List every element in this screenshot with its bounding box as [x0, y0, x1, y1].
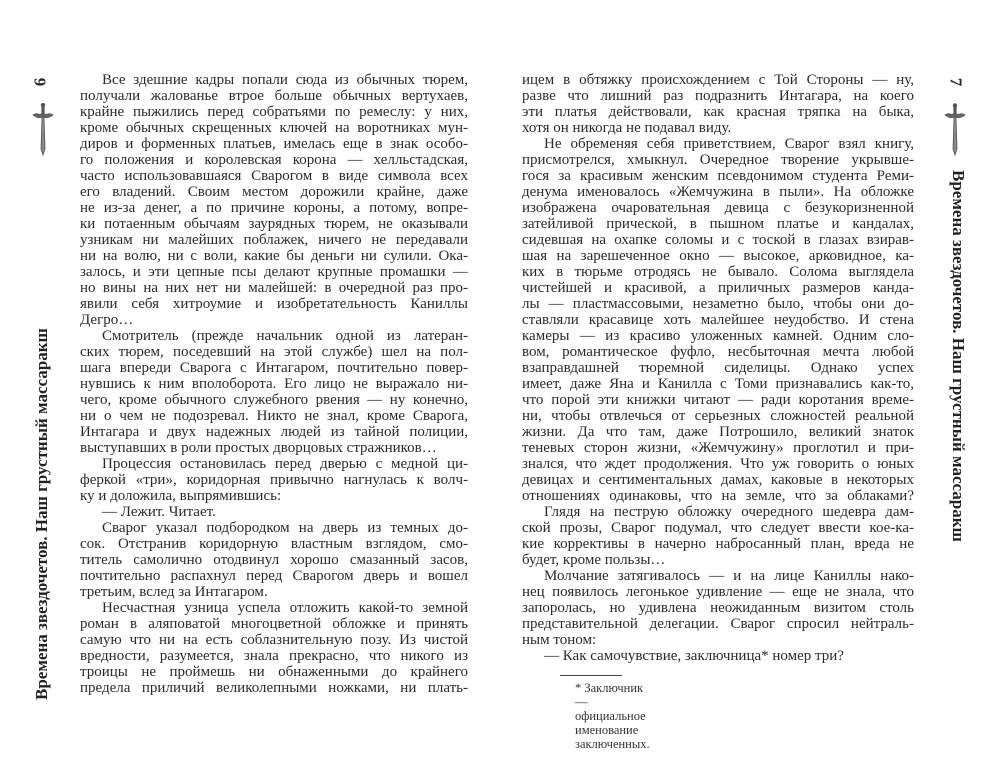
text-line: лы — пластмассовыми, незаметно было, чтобы они до-	[522, 296, 914, 312]
sword-icon	[28, 103, 58, 158]
text-line: теневых сторон жизни, «Жемчужину» проглотил и при-	[522, 440, 914, 456]
text-line: Глядя на пеструю обложку очередного шедевра дам-	[544, 504, 914, 520]
text-line: его владений. Своим местом дорожили крайне, даже	[80, 184, 468, 200]
text-line: присмотрелся, хмыкнул. Очередное творение укрывше-	[522, 152, 914, 168]
text-line: нувшись к ним вполоборота. Его лицо не выражало ни-	[80, 376, 468, 392]
footnote: * Заключник — официальное именование заключенных.	[575, 681, 650, 751]
text-line: эти платья действовали, как красная тряпка на быка,	[522, 104, 914, 120]
text-line: Молчание затягивалось — и на лице Каниллы нако-	[544, 568, 914, 584]
text-line: взаправдашней тюремной сиделицы. Однако успех	[522, 360, 914, 376]
text-line: ких в тюрьме отродясь не бывало. Солома выглядела	[522, 264, 914, 280]
text-line: не из-за денег, а по причине короны, а потому, вопре-	[80, 200, 468, 216]
text-line: чего, кроме обычного служебного рвения — ну конечно,	[80, 392, 468, 408]
text-line: Не обременяя себя приветствием, Сварог взял книгу,	[544, 136, 914, 152]
running-head: Времена звездочетов. Наш грустный массаракш	[949, 170, 968, 542]
text-line: часто использовавшаяся Сварогом в виде символа всех	[80, 168, 468, 184]
sword-icon	[940, 103, 970, 158]
text-line: залось, и эти цепные псы делают крупные промашки —	[80, 264, 468, 280]
running-head: Времена звездочетов. Наш грустный массаракш	[32, 328, 51, 700]
text-line: троицы не проймешь ни обнаженными до крайнего	[80, 664, 468, 680]
text-line: представительной делегации. Сварог спросил нейтраль-	[522, 616, 914, 632]
text-line: крайне пыжились перед собратьями по ремеслу: у них,	[80, 104, 468, 120]
text-line: ку и доложила, выпрямившись:	[80, 488, 282, 504]
text-line: сок. Отстранив коридорную властным взглядом, смо-	[80, 536, 468, 552]
text-line: но вины на них нет ни малейшей: в очередной раз про-	[80, 280, 468, 296]
text-line: явили себя хитроумие и изобретательность Каниллы	[80, 296, 468, 312]
text-line: ни о чем не подозревал. Никто не знал, кроме Сварога,	[80, 408, 468, 424]
text-line: самую что ни на есть соблазнительную позу. Из чистой	[80, 632, 468, 648]
text-line: шая на зарешеченное окно — высокое, арковидное, ка-	[522, 248, 914, 264]
text-line: Сварог указал подбородком на дверь из темных до-	[102, 520, 468, 536]
text-line: кие коррективы в начерно набросанный план, вреда не	[522, 536, 914, 552]
right-text-column	[522, 72, 914, 664]
page-number: 6	[30, 77, 50, 87]
text-line: выступавших в роли простых дворцовых стражников…	[80, 440, 437, 456]
text-line: ным тоном:	[522, 632, 597, 648]
text-line: Дегро…	[80, 312, 134, 328]
text-line: вом, романтическое фуфло, несбыточная мечта любой	[522, 344, 914, 360]
text-line: изображена очаровательная девица с безукоризненной	[522, 200, 914, 216]
left-text-column	[80, 72, 468, 696]
text-line: феркой «три», коридорная привычно нагнулась к волч-	[80, 472, 468, 488]
text-line: Интагара и двух надежных людей из тайной полиции,	[80, 424, 468, 440]
text-line: кроме обычных скрещенных ключей на воротниках мун-	[80, 120, 468, 136]
text-line: — Как самочувствие, заключница* номер три?	[544, 648, 844, 664]
text-line: отношениях одинаковы, что на земле, что за облаками?	[522, 488, 914, 504]
text-line: ицем в обтяжку происхождением с Той Стороны — ну,	[522, 72, 914, 88]
text-line: сидевшая на охапке соломы и с тоской в глазах взирав-	[522, 232, 914, 248]
text-line: Смотритель (прежде начальник одной из латеран-	[102, 328, 468, 344]
text-line: роман в аляповатой многоцветной обложке и принять	[80, 616, 468, 632]
text-line: имеет, даже Яна и Канилла с Томи признавались как-то,	[522, 376, 914, 392]
text-line: будет, кроме пользы…	[522, 552, 666, 568]
text-line: хотя он никогда не подавал виду.	[522, 120, 732, 136]
text-line: ки потаенным обычаям заурядных тюрем, не оказывали	[80, 216, 468, 232]
text-line: шага впереди Сварога с Интагаром, почтительно повер-	[80, 360, 468, 376]
text-line: узникам ни малейших поблажек, ничего не передавали	[80, 232, 468, 248]
text-line: нец появилось легонькое удивление — еще не знала, что	[522, 584, 914, 600]
text-line: жизни. Да что там, даже Потрошило, великий знаток	[522, 424, 914, 440]
text-line: чистейшей и красивой, а приличных размеров канда-	[522, 280, 914, 296]
text-line: вредности, разумеется, знала прекрасно, что никого из	[80, 648, 468, 664]
text-line: третьим, вслед за Интагаром.	[80, 584, 268, 600]
text-line: получали жалованье втрое больше обычных вертухаев,	[80, 88, 468, 104]
text-line: девицах и сентиментальных дамах, каковые в некоторых	[522, 472, 914, 488]
text-line: денума именовалось «Жемчужина в пыли». На обложке	[522, 184, 914, 200]
text-line: Все здешние кадры попали сюда из обычных тюрем,	[102, 72, 468, 88]
text-line: диров и форменных платьев, имелась еще в знак особо-	[80, 136, 468, 152]
text-line: ставляли красавице хоть малейшее неудобство. И стена	[522, 312, 914, 328]
text-line: гося за красивым женским псевдонимом студента Реми-	[522, 168, 914, 184]
text-line: предела приличий великолепными ножками, ни плать-	[80, 680, 468, 696]
text-line: ни, чтобы отвлечься от серьезных сложностей реальной	[522, 408, 914, 424]
text-line: запоролась, но удивлена неожиданным визитом столь	[522, 600, 914, 616]
text-line: ской прозы, Сварог подумал, что следует ввести кое-ка-	[522, 520, 914, 536]
text-line: что порой эти книжки читают — ради коротания време-	[522, 392, 914, 408]
text-line: Процессия остановилась перед дверью с медной ци-	[102, 456, 468, 472]
text-line: титель самолично отодвинул хорошо смазанный засов,	[80, 552, 468, 568]
footnote-divider	[560, 675, 622, 676]
text-line: ских тюрем, поседевший на этой службе) шел на пол-	[80, 344, 468, 360]
text-line: ни на волю, ни с воли, какие бы деньги ни сулили. Ока-	[80, 248, 468, 264]
text-line: знался, что ждет продолжения. Что уж говорить о юных	[522, 456, 914, 472]
page-number: 7	[946, 77, 966, 87]
text-line: затейливой прической, в пышном платье и кандалах,	[522, 216, 914, 232]
text-line: Несчастная узница успела отложить какой-то земной	[102, 600, 468, 616]
text-line: разве что лишний раз подразнить Интагара, на коего	[522, 88, 914, 104]
text-line: — Лежит. Читает.	[102, 504, 216, 520]
text-line: камеры — из красиво уложенных камней. Одним сло-	[522, 328, 914, 344]
text-line: почтительно распахнул перед Сварогом дверь и вошел	[80, 568, 468, 584]
text-line: го положения и королевская корона — хелльстадская,	[80, 152, 468, 168]
